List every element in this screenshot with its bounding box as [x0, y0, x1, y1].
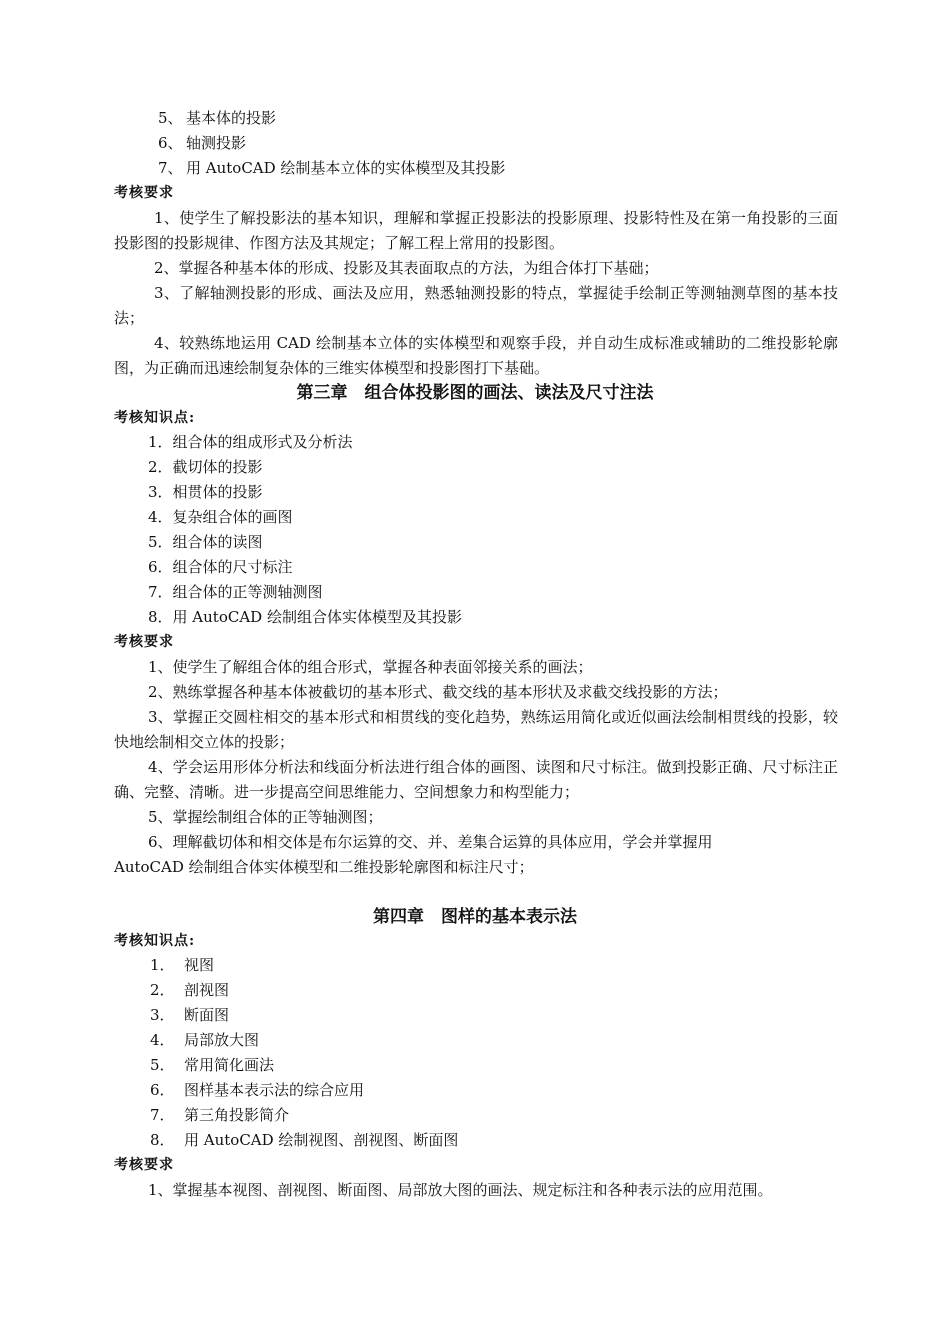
list-item: 6． 图样基本表示法的综合应用	[150, 1081, 365, 1099]
paragraph: 3、了解轴测投影的形成、画法及应用，熟悉轴测投影的特点，掌握徒手绘制正等测轴测草图的基本技法；	[114, 284, 838, 327]
section-label-knowledge-points: 考核知识点:	[114, 410, 196, 426]
section-label-knowledge-points: 考核知识点:	[114, 933, 196, 949]
list-item: 5． 常用简化画法	[150, 1056, 275, 1074]
paragraph-continuation: AutoCAD 绘制组合体实体模型和二维投影轮廓图和标注尺寸；	[114, 858, 534, 876]
list-item: 5．组合体的读图	[148, 533, 263, 551]
section-label-requirements: 考核要求	[114, 185, 174, 201]
list-item: 1．组合体的组成形式及分析法	[148, 433, 353, 451]
chapter-title: 第三章 组合体投影图的画法、读法及尺寸注法	[296, 383, 654, 403]
list-item: 3．相贯体的投影	[148, 483, 263, 501]
paragraph: 4、学会运用形体分析法和线面分析法进行组合体的画图、读图和尺寸标注。做到投影正确、尺寸标注正确、完整、清晰。进一步提高空间思维能力、空间想象力和构型能力；	[114, 758, 838, 801]
list-item: 7、 用 AutoCAD 绘制基本立体的实体模型及其投影	[158, 159, 506, 177]
list-item: 5、 基本体的投影	[158, 109, 277, 127]
paragraph: 1、使学生了解投影法的基本知识，理解和掌握正投影法的投影原理、投影特性及在第一角投影的三面投影图的投影规律、作图方法及其规定；了解工程上常用的投影图。	[114, 209, 838, 252]
paragraph: 3、掌握正交圆柱相交的基本形式和相贯线的变化趋势，熟练运用简化或近似画法绘制相贯线的投影，较快地绘制相交立体的投影；	[114, 708, 838, 751]
paragraph: 2、熟练掌握各种基本体被截切的基本形式、截交线的基本形状及求截交线投影的方法；	[148, 683, 728, 701]
paragraph: 1、掌握基本视图、剖视图、断面图、局部放大图的画法、规定标注和各种表示法的应用范围。	[148, 1181, 773, 1199]
section-label-requirements: 考核要求	[114, 1157, 174, 1173]
paragraph: 1、使学生了解组合体的组合形式，掌握各种表面邻接关系的画法；	[148, 658, 593, 676]
paragraph: 5、掌握绘制组合体的正等轴测图；	[148, 808, 383, 826]
list-item: 1． 视图	[150, 956, 215, 974]
list-item: 8． 用 AutoCAD 绘制视图、剖视图、断面图	[150, 1131, 459, 1149]
list-item: 3． 断面图	[150, 1006, 230, 1024]
paragraph: 4、较熟练地运用 CAD 绘制基本立体的实体模型和观察手段，并自动生成标准或辅助的二维投影轮廓图，为正确而迅速绘制复杂体的三维实体模型和投影图打下基础。	[114, 334, 838, 377]
list-item: 2． 剖视图	[150, 981, 230, 999]
list-item: 7．组合体的正等测轴测图	[148, 583, 323, 601]
section-label-requirements: 考核要求	[114, 634, 174, 650]
list-item: 6．组合体的尺寸标注	[148, 558, 293, 576]
list-item: 8．用 AutoCAD 绘制组合体实体模型及其投影	[148, 608, 462, 626]
list-item: 4． 局部放大图	[150, 1031, 260, 1049]
paragraph: 6、理解截切体和相交体是布尔运算的交、并、差集合运算的具体应用，学会并掌握用	[148, 833, 713, 851]
list-item: 4．复杂组合体的画图	[148, 508, 293, 526]
chapter-title: 第四章 图样的基本表示法	[373, 907, 577, 927]
list-item: 7． 第三角投影简介	[150, 1106, 290, 1124]
list-item: 2．截切体的投影	[148, 458, 263, 476]
paragraph: 2、掌握各种基本体的形成、投影及其表面取点的方法，为组合体打下基础；	[154, 259, 659, 277]
list-item: 6、 轴测投影	[158, 134, 247, 152]
